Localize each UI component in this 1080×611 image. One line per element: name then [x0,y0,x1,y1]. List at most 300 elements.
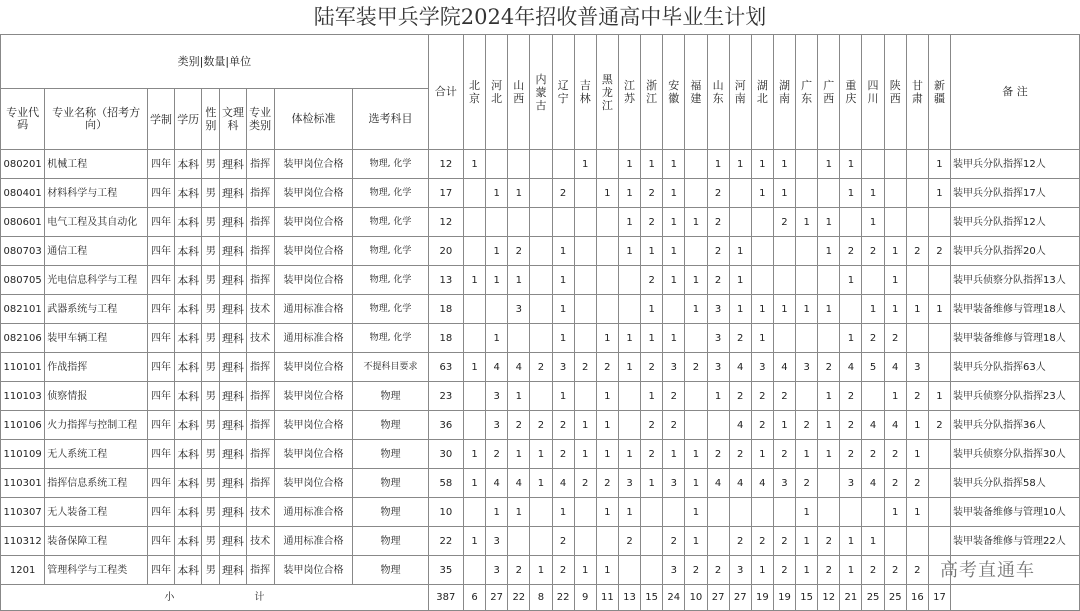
province-count-cell: 2 [773,208,795,237]
note-cell: 装甲兵分队指挥17人 [951,179,1080,208]
total-cell: 12 [428,150,463,179]
subtotal-province-cell: 17 [928,585,950,611]
subtotal-province-cell: 10 [685,585,707,611]
province-count-cell: 1 [751,179,773,208]
gender-cell: 男 [202,266,220,295]
province-count-cell: 2 [641,179,663,208]
province-count-cell [818,179,840,208]
major-name-cell: 管理科学与工程类 [45,556,148,585]
major-code-header: 专业代码 [1,89,45,150]
province-count-cell: 1 [862,208,884,237]
physical-cell: 装甲岗位合格 [274,237,353,266]
subtotal-province-cell: 13 [618,585,640,611]
province-count-cell: 2 [818,527,840,556]
province-count-cell: 2 [906,237,928,266]
total-cell: 10 [428,498,463,527]
province-count-cell [463,498,485,527]
province-count-cell: 1 [552,295,574,324]
province-count-cell [796,150,818,179]
province-count-cell: 1 [840,179,862,208]
province-count-cell [729,498,751,527]
study-cell: 四年 [147,411,174,440]
province-count-cell: 2 [596,353,618,382]
province-count-cell: 4 [884,411,906,440]
province-count-cell [796,266,818,295]
province-count-cell [862,382,884,411]
province-count-cell [618,556,640,585]
major-type-cell: 指挥 [246,150,274,179]
province-count-cell [530,295,552,324]
province-count-cell: 1 [574,556,596,585]
province-count-cell: 4 [840,353,862,382]
subjects-cell: 物理, 化学 [353,208,429,237]
subjects-cell: 物理, 化学 [353,179,429,208]
table-row [1,527,1080,556]
physical-cell: 装甲岗位合格 [274,353,353,382]
province-count-cell [618,382,640,411]
subjects-cell: 物理 [353,527,429,556]
major-name-cell: 装备保障工程 [45,527,148,556]
province-count-cell [663,498,685,527]
province-count-cell: 1 [773,150,795,179]
province-header: 重庆 [840,35,862,150]
province-count-cell: 1 [840,556,862,585]
gender-cell: 男 [202,237,220,266]
province-count-cell: 2 [773,440,795,469]
province-count-cell: 2 [685,556,707,585]
province-count-cell: 2 [618,527,640,556]
province-count-cell: 1 [685,440,707,469]
major-type-cell: 指挥 [246,440,274,469]
subjects-cell: 物理 [353,440,429,469]
subjects-cell: 物理, 化学 [353,150,429,179]
category-cell: 理科 [220,208,246,237]
province-count-cell: 1 [618,208,640,237]
total-cell: 12 [428,208,463,237]
physical-cell: 装甲岗位合格 [274,150,353,179]
province-count-cell: 1 [508,440,530,469]
subjects-cell: 物理, 化学 [353,266,429,295]
province-count-cell: 4 [862,469,884,498]
total-cell: 23 [428,382,463,411]
province-count-cell: 2 [751,527,773,556]
major-name-cell: 材料科学与工程 [45,179,148,208]
major-code-cell: 110103 [1,382,45,411]
subtotal-province-cell: 25 [862,585,884,611]
province-count-cell: 3 [552,353,574,382]
province-count-cell [618,295,640,324]
gender-cell: 男 [202,382,220,411]
total-cell: 58 [428,469,463,498]
province-count-cell [818,266,840,295]
province-count-cell [707,411,729,440]
province-count-cell [707,498,729,527]
province-count-cell: 1 [751,324,773,353]
province-count-cell: 1 [685,527,707,556]
study-cell: 四年 [147,469,174,498]
province-count-cell [906,150,928,179]
province-count-cell [463,208,485,237]
province-count-cell: 3 [707,324,729,353]
province-count-cell: 2 [641,266,663,295]
province-count-cell: 1 [906,295,928,324]
province-count-cell: 1 [773,179,795,208]
province-count-cell: 2 [862,556,884,585]
table-row [1,208,1080,237]
province-count-cell: 1 [840,150,862,179]
major-name-cell: 通信工程 [45,237,148,266]
province-count-cell: 2 [729,382,751,411]
province-count-cell [618,411,640,440]
degree-cell: 本科 [175,556,202,585]
physical-cell: 装甲岗位合格 [274,179,353,208]
province-count-cell: 2 [574,353,596,382]
province-count-cell [574,237,596,266]
category-header: 文理科 [220,89,246,150]
province-count-cell: 1 [906,440,928,469]
province-header: 甘肃 [906,35,928,150]
province-count-cell: 4 [707,469,729,498]
table-row [1,295,1080,324]
province-count-cell [928,469,950,498]
province-count-cell: 3 [796,353,818,382]
province-count-cell [463,411,485,440]
province-count-cell: 1 [685,266,707,295]
province-count-cell: 1 [508,382,530,411]
province-count-cell: 1 [751,295,773,324]
gender-cell: 男 [202,353,220,382]
province-count-cell: 3 [486,556,508,585]
study-cell: 四年 [147,353,174,382]
study-cell: 四年 [147,556,174,585]
province-count-cell [906,179,928,208]
major-type-cell: 指挥 [246,382,274,411]
province-count-cell: 1 [618,440,640,469]
total-header: 合计 [428,35,463,150]
major-code-cell: 082101 [1,295,45,324]
province-count-cell: 4 [552,469,574,498]
province-count-cell: 2 [530,411,552,440]
province-count-cell [796,237,818,266]
province-count-cell [840,208,862,237]
degree-header: 学历 [175,89,202,150]
province-count-cell: 2 [508,556,530,585]
gender-cell: 男 [202,556,220,585]
subtotal-province-cell: 15 [641,585,663,611]
province-count-cell: 3 [663,556,685,585]
province-count-cell: 2 [751,382,773,411]
province-count-cell: 1 [707,150,729,179]
study-cell: 四年 [147,179,174,208]
province-header: 福建 [685,35,707,150]
province-count-cell: 1 [818,382,840,411]
table-row [1,266,1080,295]
province-count-cell: 1 [663,266,685,295]
province-count-cell [641,527,663,556]
subtotal-province-cell: 6 [463,585,485,611]
province-count-cell: 1 [618,179,640,208]
total-cell: 18 [428,295,463,324]
province-count-cell [574,324,596,353]
province-count-cell: 1 [641,295,663,324]
province-count-cell: 2 [884,469,906,498]
province-count-cell: 2 [552,179,574,208]
province-count-cell: 3 [618,469,640,498]
major-name-cell: 电气工程及其自动化 [45,208,148,237]
major-code-cell: 110101 [1,353,45,382]
province-count-cell [574,266,596,295]
degree-cell: 本科 [175,527,202,556]
province-count-cell: 2 [773,382,795,411]
major-name-cell: 无人系统工程 [45,440,148,469]
province-count-cell: 1 [884,295,906,324]
province-count-cell: 2 [818,353,840,382]
province-count-cell: 4 [729,353,751,382]
province-count-cell [928,324,950,353]
study-cell: 四年 [147,150,174,179]
province-count-cell [463,382,485,411]
province-count-cell: 2 [707,179,729,208]
major-name-cell: 无人装备工程 [45,498,148,527]
province-header: 河北 [486,35,508,150]
province-count-cell: 2 [906,469,928,498]
province-count-cell [574,179,596,208]
province-count-cell: 3 [486,527,508,556]
province-count-cell: 1 [773,411,795,440]
table-row [1,324,1080,353]
total-cell: 63 [428,353,463,382]
province-count-cell [596,237,618,266]
province-count-cell: 2 [796,469,818,498]
province-count-cell: 2 [552,556,574,585]
province-count-cell: 1 [596,179,618,208]
province-count-cell: 2 [773,556,795,585]
degree-cell: 本科 [175,266,202,295]
category-cell: 理科 [220,440,246,469]
total-cell: 36 [428,411,463,440]
province-header: 山西 [508,35,530,150]
province-count-cell: 1 [596,382,618,411]
province-header: 湖南 [773,35,795,150]
province-count-cell: 1 [463,469,485,498]
gender-cell: 男 [202,498,220,527]
subjects-cell: 物理, 化学 [353,237,429,266]
province-count-cell [928,440,950,469]
province-count-cell [928,498,950,527]
province-count-cell [862,266,884,295]
province-count-cell: 2 [906,556,928,585]
province-count-cell [463,556,485,585]
province-count-cell: 1 [530,469,552,498]
major-type-cell: 指挥 [246,237,274,266]
province-count-cell: 3 [840,469,862,498]
province-count-cell: 1 [552,266,574,295]
major-type-cell: 指挥 [246,411,274,440]
province-count-cell [906,527,928,556]
province-header: 北京 [463,35,485,150]
province-count-cell: 2 [641,353,663,382]
province-count-cell: 4 [486,469,508,498]
province-count-cell: 1 [552,382,574,411]
province-count-cell [751,498,773,527]
province-count-cell: 1 [596,440,618,469]
province-count-cell [906,324,928,353]
enrollment-plan-table [0,34,1080,611]
province-count-cell [463,179,485,208]
province-count-cell: 2 [707,237,729,266]
province-count-cell: 1 [862,295,884,324]
province-count-cell: 2 [729,527,751,556]
province-count-cell: 2 [840,237,862,266]
table-row [1,382,1080,411]
physical-cell: 通用标准合格 [274,295,353,324]
province-count-cell: 1 [707,382,729,411]
study-cell: 四年 [147,266,174,295]
gender-cell: 男 [202,411,220,440]
province-count-cell [663,295,685,324]
province-count-cell [596,150,618,179]
province-count-cell: 1 [641,469,663,498]
province-count-cell [884,179,906,208]
province-count-cell: 1 [729,237,751,266]
watermark: 高考直通车 [940,560,1035,581]
degree-cell: 本科 [175,179,202,208]
province-count-cell: 1 [486,237,508,266]
province-count-cell [530,208,552,237]
physical-cell: 装甲岗位合格 [274,208,353,237]
subtotal-province-cell: 8 [530,585,552,611]
province-count-cell: 1 [818,150,840,179]
province-count-cell: 1 [552,324,574,353]
major-code-cell: 080705 [1,266,45,295]
province-count-cell [574,527,596,556]
subtotal-province-cell: 11 [596,585,618,611]
category-cell: 理科 [220,179,246,208]
province-count-cell [773,324,795,353]
major-code-cell: 080703 [1,237,45,266]
degree-cell: 本科 [175,324,202,353]
physical-cell: 装甲岗位合格 [274,469,353,498]
province-count-cell: 1 [618,150,640,179]
major-type-cell: 技术 [246,295,274,324]
province-header: 四川 [862,35,884,150]
subtotal-province-cell: 24 [663,585,685,611]
subtotal-label-b: 计 [254,592,265,603]
province-count-cell [574,498,596,527]
province-count-cell: 1 [486,498,508,527]
province-count-cell: 2 [862,237,884,266]
major-type-cell: 技术 [246,498,274,527]
province-count-cell [508,208,530,237]
province-count-cell: 2 [663,527,685,556]
note-cell: 装甲装备维修与管理18人 [951,295,1080,324]
province-count-cell [751,237,773,266]
major-code-cell: 110307 [1,498,45,527]
degree-cell: 本科 [175,237,202,266]
physical-cell: 通用标准合格 [274,324,353,353]
province-count-cell: 2 [552,527,574,556]
province-count-cell: 2 [707,556,729,585]
subtotal-label [1,585,429,611]
province-count-cell: 2 [773,527,795,556]
gender-cell: 男 [202,440,220,469]
table-row [1,440,1080,469]
province-header: 河南 [729,35,751,150]
province-count-cell: 1 [685,295,707,324]
province-count-cell: 1 [685,469,707,498]
province-count-cell: 1 [596,411,618,440]
degree-cell: 本科 [175,150,202,179]
table-row [1,237,1080,266]
province-count-cell: 1 [596,556,618,585]
category-cell: 理科 [220,266,246,295]
province-count-cell: 1 [574,440,596,469]
province-count-cell [796,179,818,208]
province-count-cell [486,150,508,179]
note-cell: 装甲装备维修与管理10人 [951,498,1080,527]
province-count-cell: 4 [884,353,906,382]
major-code-cell: 080601 [1,208,45,237]
province-count-cell [574,382,596,411]
province-count-cell [463,237,485,266]
major-type-cell: 指挥 [246,179,274,208]
province-count-cell [729,208,751,237]
province-count-cell: 3 [486,411,508,440]
study-cell: 四年 [147,237,174,266]
gender-cell: 男 [202,295,220,324]
major-name-cell: 作战指挥 [45,353,148,382]
province-count-cell [685,411,707,440]
province-count-cell [840,498,862,527]
study-cell: 四年 [147,527,174,556]
province-count-cell: 2 [928,411,950,440]
province-count-cell: 1 [641,150,663,179]
province-count-cell: 1 [884,266,906,295]
province-count-cell: 2 [840,382,862,411]
province-count-cell [618,266,640,295]
province-count-cell [552,208,574,237]
subjects-cell: 物理 [353,382,429,411]
province-header: 陕西 [884,35,906,150]
province-count-cell [508,527,530,556]
province-count-cell: 1 [796,208,818,237]
subtotal-province-cell: 27 [729,585,751,611]
province-count-cell: 1 [596,324,618,353]
province-header: 广西 [818,35,840,150]
province-count-cell [530,324,552,353]
degree-cell: 本科 [175,411,202,440]
subtotal-label-a: 小 [164,592,175,603]
total-cell: 13 [428,266,463,295]
subtotal-province-cell: 19 [773,585,795,611]
province-count-cell: 3 [707,295,729,324]
province-count-cell: 2 [685,353,707,382]
province-count-cell [928,208,950,237]
province-count-cell: 1 [486,179,508,208]
physical-cell: 装甲岗位合格 [274,556,353,585]
note-cell: 装甲兵分队指挥58人 [951,469,1080,498]
province-count-cell [463,295,485,324]
province-count-cell [884,527,906,556]
category-cell: 理科 [220,556,246,585]
province-count-cell [928,266,950,295]
degree-cell: 本科 [175,208,202,237]
subjects-cell: 物理 [353,411,429,440]
province-count-cell: 1 [663,150,685,179]
table-row [1,150,1080,179]
subtotal-province-cell: 22 [508,585,530,611]
province-count-cell: 2 [906,382,928,411]
